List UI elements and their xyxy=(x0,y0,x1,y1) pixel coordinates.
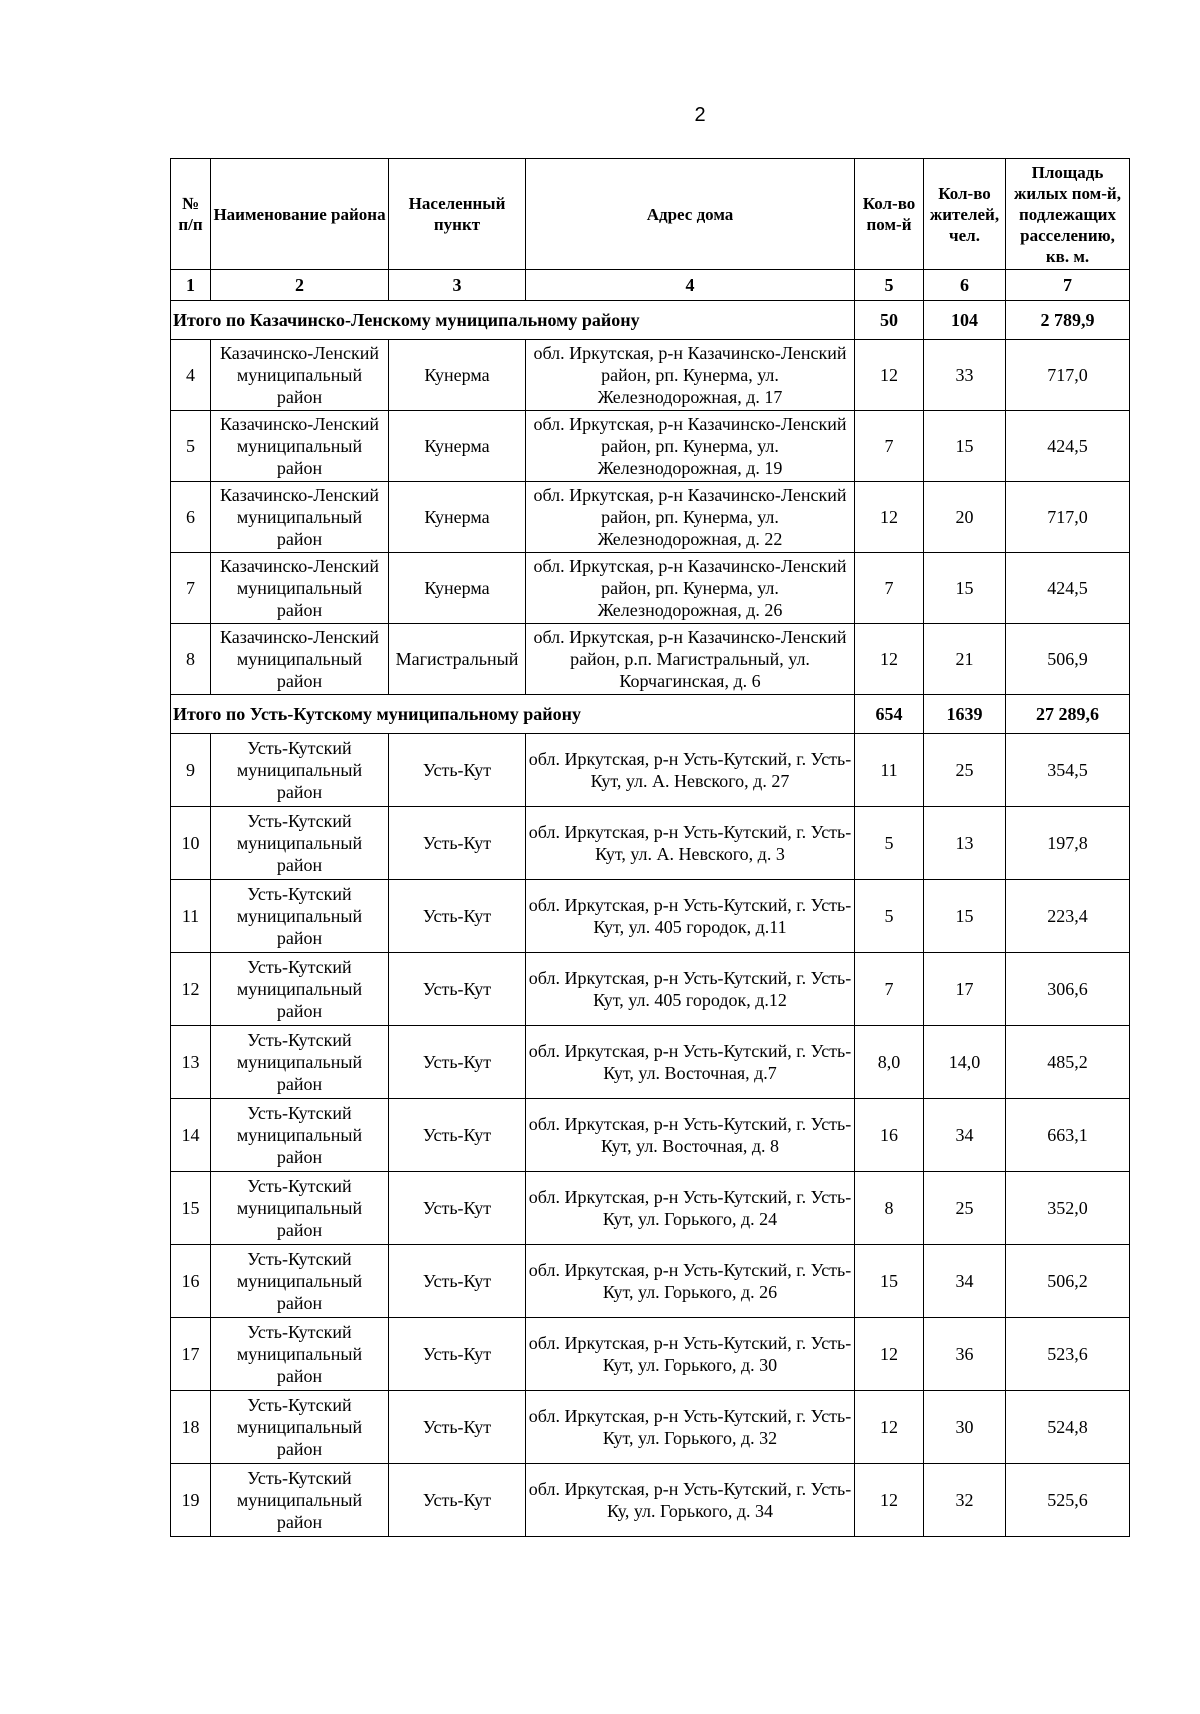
total-residents: 1639 xyxy=(924,695,1006,734)
living-area: 424,5 xyxy=(1006,553,1130,624)
row-number: 13 xyxy=(171,1026,211,1099)
column-number: 1 xyxy=(171,270,211,301)
residents-count: 21 xyxy=(924,624,1006,695)
residents-count: 20 xyxy=(924,482,1006,553)
house-address: обл. Иркутская, р-н Усть-Кутский, г. Усть-Кут, ул. 405 городок, д.12 xyxy=(526,953,855,1026)
district-name: Усть-Кутский муниципальный район xyxy=(211,1026,389,1099)
district-name: Усть-Кутский муниципальный район xyxy=(211,1099,389,1172)
settlement-name: Усть-Кут xyxy=(389,1464,526,1537)
table-row xyxy=(171,624,1130,695)
residents-count: 34 xyxy=(924,1099,1006,1172)
district-name: Усть-Кутский муниципальный район xyxy=(211,734,389,807)
district-name: Усть-Кутский муниципальный район xyxy=(211,1318,389,1391)
table-row xyxy=(171,340,1130,411)
row-number: 17 xyxy=(171,1318,211,1391)
house-address: обл. Иркутская, р-н Усть-Кутский, г. Усть-Кут, ул. Горького, д. 26 xyxy=(526,1245,855,1318)
district-name: Казачинско-Ленский муниципальный район xyxy=(211,411,389,482)
residents-count: 32 xyxy=(924,1464,1006,1537)
house-address: обл. Иркутская, р-н Казачинско-Ленский район, рп. Кунерма, ул. Железнодорожная, д. 26 xyxy=(526,553,855,624)
row-number: 14 xyxy=(171,1099,211,1172)
rooms-count: 12 xyxy=(855,1318,924,1391)
residents-count: 13 xyxy=(924,807,1006,880)
settlement-name: Усть-Кут xyxy=(389,1026,526,1099)
district-name: Усть-Кутский муниципальный район xyxy=(211,1464,389,1537)
house-address: обл. Иркутская, р-н Казачинско-Ленский район, рп. Кунерма, ул. Железнодорожная, д. 22 xyxy=(526,482,855,553)
settlement-name: Усть-Кут xyxy=(389,880,526,953)
row-number: 18 xyxy=(171,1391,211,1464)
page-number: 2 xyxy=(694,104,706,126)
living-area: 354,5 xyxy=(1006,734,1130,807)
district-name: Усть-Кутский муниципальный район xyxy=(211,1391,389,1464)
house-address: обл. Иркутская, р-н Усть-Кутский, г. Усть-Кут, ул. Горького, д. 24 xyxy=(526,1172,855,1245)
settlement-name: Кунерма xyxy=(389,411,526,482)
total-rooms: 654 xyxy=(855,695,924,734)
settlement-name: Усть-Кут xyxy=(389,1172,526,1245)
column-number: 3 xyxy=(389,270,526,301)
residents-count: 25 xyxy=(924,734,1006,807)
living-area: 717,0 xyxy=(1006,340,1130,411)
living-area: 506,2 xyxy=(1006,1245,1130,1318)
residents-count: 17 xyxy=(924,953,1006,1026)
living-area: 223,4 xyxy=(1006,880,1130,953)
residents-count: 36 xyxy=(924,1318,1006,1391)
rooms-count: 8,0 xyxy=(855,1026,924,1099)
district-name: Усть-Кутский муниципальный район xyxy=(211,1245,389,1318)
house-address: обл. Иркутская, р-н Казачинско-Ленский район, рп. Кунерма, ул. Железнодорожная, д. 17 xyxy=(526,340,855,411)
district-name: Казачинско-Ленский муниципальный район xyxy=(211,553,389,624)
district-name: Усть-Кутский муниципальный район xyxy=(211,1172,389,1245)
residents-count: 15 xyxy=(924,880,1006,953)
house-address: обл. Иркутская, р-н Казачинско-Ленский район, рп. Кунерма, ул. Железнодорожная, д. 19 xyxy=(526,411,855,482)
row-number: 9 xyxy=(171,734,211,807)
col-header-area: Площадь жилых пом-й, подлежащих расселению, кв. м. xyxy=(1006,159,1130,270)
residents-count: 33 xyxy=(924,340,1006,411)
settlement-name: Усть-Кут xyxy=(389,1245,526,1318)
row-number: 4 xyxy=(171,340,211,411)
living-area: 352,0 xyxy=(1006,1172,1130,1245)
district-name: Казачинско-Ленский муниципальный район xyxy=(211,482,389,553)
rooms-count: 12 xyxy=(855,1464,924,1537)
living-area: 663,1 xyxy=(1006,1099,1130,1172)
row-number: 19 xyxy=(171,1464,211,1537)
residents-count: 15 xyxy=(924,411,1006,482)
settlement-name: Усть-Кут xyxy=(389,734,526,807)
living-area: 306,6 xyxy=(1006,953,1130,1026)
settlement-name: Магистральный xyxy=(389,624,526,695)
house-address: обл. Иркутская, р-н Усть-Кутский, г. Усть-Кут, ул. А. Невского, д. 3 xyxy=(526,807,855,880)
row-number: 15 xyxy=(171,1172,211,1245)
settlement-name: Усть-Кут xyxy=(389,1099,526,1172)
table-row xyxy=(171,1464,1130,1537)
table-row xyxy=(171,734,1130,807)
rooms-count: 15 xyxy=(855,1245,924,1318)
table-row xyxy=(171,1099,1130,1172)
table-row xyxy=(171,553,1130,624)
settlement-name: Кунерма xyxy=(389,340,526,411)
row-number: 12 xyxy=(171,953,211,1026)
house-address: обл. Иркутская, р-н Усть-Кутский, г. Усть-Кут, ул. Восточная, д. 8 xyxy=(526,1099,855,1172)
living-area: 197,8 xyxy=(1006,807,1130,880)
house-address: обл. Иркутская, р-н Усть-Кутский, г. Усть-Кут, ул. 405 городок, д.11 xyxy=(526,880,855,953)
table-row xyxy=(171,482,1130,553)
col-header-district: Наименование района xyxy=(211,159,389,270)
total-area: 2 789,9 xyxy=(1006,301,1130,340)
column-number: 6 xyxy=(924,270,1006,301)
district-name: Усть-Кутский муниципальный район xyxy=(211,880,389,953)
residents-count: 34 xyxy=(924,1245,1006,1318)
col-header-settlement: Населенный пункт xyxy=(389,159,526,270)
rooms-count: 5 xyxy=(855,807,924,880)
col-header-address: Адрес дома xyxy=(526,159,855,270)
rooms-count: 7 xyxy=(855,953,924,1026)
rooms-count: 12 xyxy=(855,482,924,553)
column-number: 4 xyxy=(526,270,855,301)
housing-resettlement-table xyxy=(170,158,1130,1537)
house-address: обл. Иркутская, р-н Усть-Кутский, г. Усть-Ку, ул. Горького, д. 34 xyxy=(526,1464,855,1537)
row-number: 10 xyxy=(171,807,211,880)
rooms-count: 7 xyxy=(855,411,924,482)
table-row xyxy=(171,1318,1130,1391)
district-name: Казачинско-Ленский муниципальный район xyxy=(211,340,389,411)
table-row xyxy=(171,807,1130,880)
total-residents: 104 xyxy=(924,301,1006,340)
rooms-count: 8 xyxy=(855,1172,924,1245)
table-row xyxy=(171,880,1130,953)
rooms-count: 5 xyxy=(855,880,924,953)
table-row xyxy=(171,1245,1130,1318)
living-area: 525,6 xyxy=(1006,1464,1130,1537)
header-row xyxy=(171,159,1130,270)
row-number: 11 xyxy=(171,880,211,953)
settlement-name: Кунерма xyxy=(389,482,526,553)
total-row-ustkut xyxy=(171,695,1130,734)
living-area: 523,6 xyxy=(1006,1318,1130,1391)
col-header-rooms: Кол-во пом-й xyxy=(855,159,924,270)
table-row xyxy=(171,953,1130,1026)
house-address: обл. Иркутская, р-н Усть-Кутский, г. Усть-Кут, ул. А. Невского, д. 27 xyxy=(526,734,855,807)
total-rooms: 50 xyxy=(855,301,924,340)
table-row xyxy=(171,411,1130,482)
row-number: 16 xyxy=(171,1245,211,1318)
total-area: 27 289,6 xyxy=(1006,695,1130,734)
residents-count: 15 xyxy=(924,553,1006,624)
column-number-row xyxy=(171,270,1130,301)
table-body xyxy=(171,270,1130,1537)
column-number: 2 xyxy=(211,270,389,301)
col-header-no: № п/п xyxy=(171,159,211,270)
column-number: 7 xyxy=(1006,270,1130,301)
living-area: 506,9 xyxy=(1006,624,1130,695)
living-area: 717,0 xyxy=(1006,482,1130,553)
living-area: 424,5 xyxy=(1006,411,1130,482)
house-address: обл. Иркутская, р-н Усть-Кутский, г. Усть-Кут, ул. Восточная, д.7 xyxy=(526,1026,855,1099)
house-address: обл. Иркутская, р-н Усть-Кутский, г. Усть-Кут, ул. Горького, д. 32 xyxy=(526,1391,855,1464)
living-area: 524,8 xyxy=(1006,1391,1130,1464)
settlement-name: Усть-Кут xyxy=(389,953,526,1026)
row-number: 7 xyxy=(171,553,211,624)
settlement-name: Усть-Кут xyxy=(389,807,526,880)
table-row xyxy=(171,1026,1130,1099)
row-number: 5 xyxy=(171,411,211,482)
district-name: Казачинско-Ленский муниципальный район xyxy=(211,624,389,695)
house-address: обл. Иркутская, р-н Усть-Кутский, г. Усть-Кут, ул. Горького, д. 30 xyxy=(526,1318,855,1391)
settlement-name: Кунерма xyxy=(389,553,526,624)
rooms-count: 16 xyxy=(855,1099,924,1172)
rooms-count: 7 xyxy=(855,553,924,624)
settlement-name: Усть-Кут xyxy=(389,1391,526,1464)
table-row xyxy=(171,1172,1130,1245)
house-address: обл. Иркутская, р-н Казачинско-Ленский район, р.п. Магистральный, ул. Корчагинская, д. 6 xyxy=(526,624,855,695)
rooms-count: 12 xyxy=(855,340,924,411)
living-area: 485,2 xyxy=(1006,1026,1130,1099)
residents-count: 14,0 xyxy=(924,1026,1006,1099)
settlement-name: Усть-Кут xyxy=(389,1318,526,1391)
residents-count: 25 xyxy=(924,1172,1006,1245)
residents-count: 30 xyxy=(924,1391,1006,1464)
district-name: Усть-Кутский муниципальный район xyxy=(211,807,389,880)
total-row-kazachinsko xyxy=(171,301,1130,340)
column-number: 5 xyxy=(855,270,924,301)
table-row xyxy=(171,1391,1130,1464)
rooms-count: 12 xyxy=(855,1391,924,1464)
total-label: Итого по Усть-Кутскому муниципальному району xyxy=(171,695,855,734)
rooms-count: 12 xyxy=(855,624,924,695)
total-label: Итого по Казачинско-Ленскому муниципальному району xyxy=(171,301,855,340)
row-number: 6 xyxy=(171,482,211,553)
rooms-count: 11 xyxy=(855,734,924,807)
district-name: Усть-Кутский муниципальный район xyxy=(211,953,389,1026)
col-header-residents: Кол-во жителей, чел. xyxy=(924,159,1006,270)
row-number: 8 xyxy=(171,624,211,695)
